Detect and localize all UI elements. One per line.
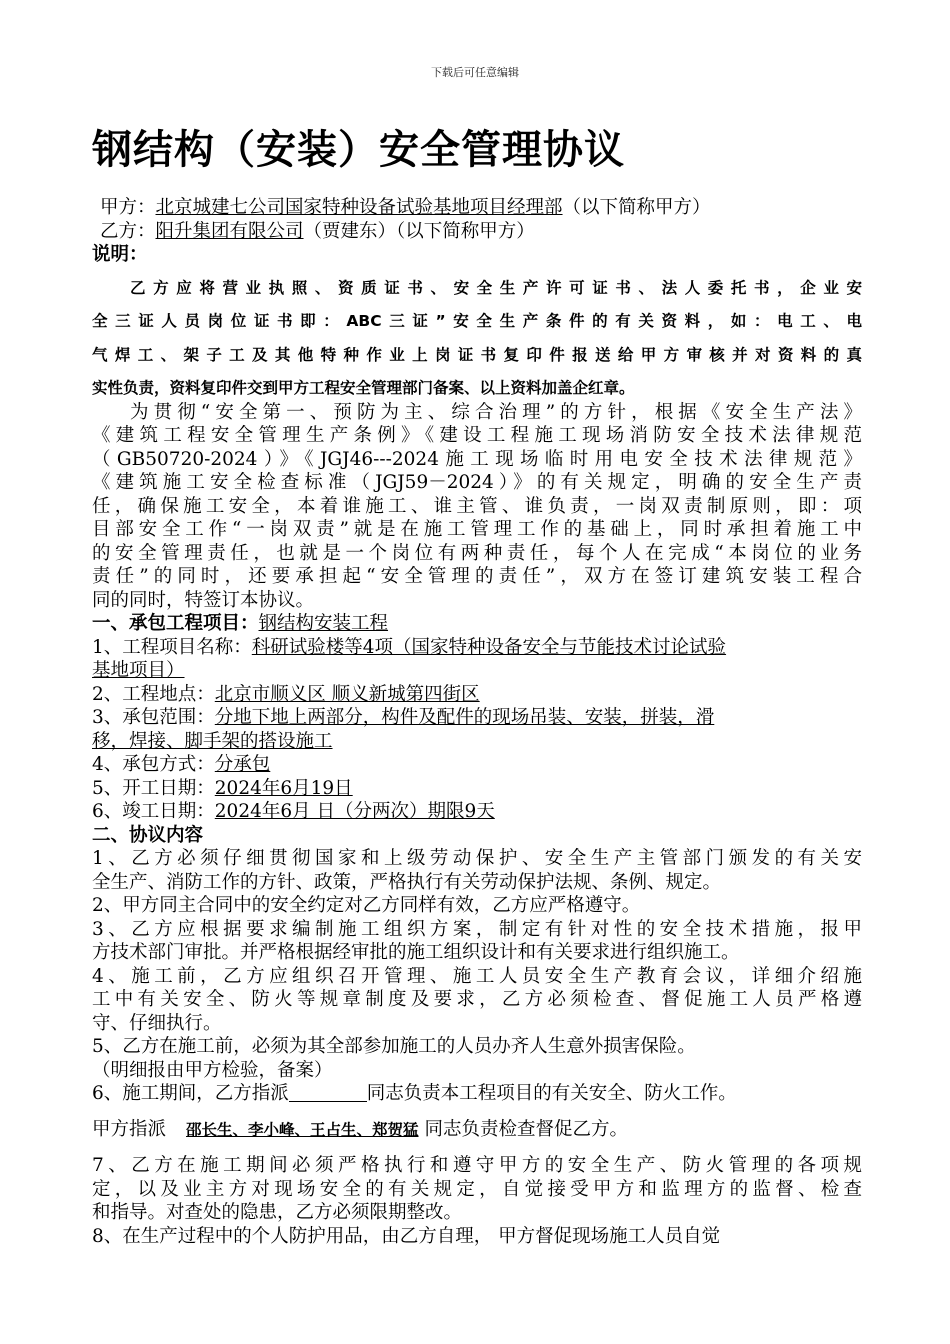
party-a-label: 甲方： [100,197,156,218]
item6-label: 6、竣工日期： [92,801,215,822]
item3-value: 分地下地上两部分，构件及配件的现场吊装、安装，拼装，滑 [214,707,715,728]
blank-field [289,1083,367,1102]
item2-value: 北京市顺义区 顺义新城第四街区 [214,683,480,705]
item3-label: 3、承包范围： [92,707,215,728]
note-line: 全三证人员岗位证书即：ABC三证”安全生产条件的有关资料，如：电工、电 [92,312,862,330]
clause-2: 2、甲方同主合同中的安全约定对乙方同样有效，乙方应严格遵守。 [92,895,641,916]
item1-line [92,636,862,660]
intro-line: 任，确保施工安全，本着谁施工、谁主管、谁负责，一岗双责制原则，即：项 [92,495,862,517]
item3-value-cont: 移，焊接、脚手架的搭设施工 [92,730,333,752]
party-b-label: 乙方： [100,220,156,242]
item4-value: 分承包 [214,754,271,775]
clause-6 [92,1082,862,1106]
note-heading: 说明： [92,244,148,265]
section1-heading-line [92,612,862,636]
party-a-line [92,196,862,220]
item6-value: 2024年6月 日（分两次）期限9天 [214,801,495,822]
clause-7-cont: 定，以及业主方对现场安全的有关规定，自觉接受甲方和监理方的监督、检查 [92,1178,862,1200]
item3-line-2 [92,730,862,754]
intro-line: 同的同时，特签订本协议。 [92,589,315,611]
clause-6b-names: 邵长生、李小峰、王占生、郑贺猛 [186,1120,419,1139]
intro-line: （GB50720-2024）》《JGJ46---2024施工现场临时用电安全技术法律规范》 [92,448,862,470]
party-b-line [92,220,862,244]
clause-6b-after: 同志负责检查督促乙方。 [424,1118,629,1140]
clause-1: 1、乙方必须仔细贯彻国家和上级劳动保护、安全生产主管部门颁发的有关安 [92,848,862,869]
party-b-suffix: （贾建东）（以下简称甲方） [303,220,535,242]
intro-line: 为贯彻“安全第一、预防为主、综合治理”的方针，根据《安全生产法》 [130,401,862,423]
intro-line: 的安全管理责任，也就是一个岗位有两种责任，每个人在完成“本岗位的业务 [92,542,862,564]
item1-line-2 [92,659,862,683]
clause-8: 8、在生产过程中的个人防护用品，由乙方自理， 甲方督促现场施工人员自觉 [92,1225,721,1247]
document-body [92,196,862,1248]
item1-value: 科研试验楼等4项（国家特种设备安全与节能技术讨论试验 [251,636,727,658]
section1-heading: 一、承包工程项目： [92,613,259,634]
intro-line: 《建筑工程安全管理生产条例》《建设工程施工现场消防安全技术法律规范 [92,425,862,446]
item6-line [92,800,862,824]
item4-label: 4、承包方式： [92,754,215,775]
item5-value: 2024年6月19日 [214,777,353,799]
clause-4-cont: 守、仔细执行。 [92,1012,222,1034]
item1-label: 1、工程项目名称： [92,636,252,658]
section1-heading-value: 钢结构安装工程 [258,613,389,634]
note-line: 乙方应将营业执照、资质证书、安全生产许可证书、法人委托书，企业安 [130,278,862,297]
clause-5-cont: （明细报由甲方检验，备案） [92,1059,333,1081]
note-line: 气焊工、架子工及其他特种作业上岗证书复印件报送给甲方审核并对资料的真 [92,345,862,364]
clause-4-cont: 工中有关安全、防火等规章制度及要求，乙方必须检查、督促施工人员严格遵 [92,989,862,1010]
item1-value-cont: 基地项目） [92,660,185,681]
clause-7-cont: 和指导。对查处的隐患，乙方必须限期整改。 [92,1202,463,1223]
document-title: 钢结构（安装）安全管理协议 [92,127,625,173]
clause-3: 3、乙方应根据要求编制施工组织方案，制定有针对性的安全技术措施，报甲 [92,918,862,940]
party-a-suffix: （以下简称甲方） [562,197,711,218]
item5-label: 5、开工日期： [92,777,215,799]
clause-3-cont: 方技术部门审批。并严格根据经审批的施工组织设计和有关要求进行组织施工。 [92,942,740,963]
clause-4: 4、施工前，乙方应组织召开管理、施工人员安全生产教育会议，详细介绍施 [92,965,862,987]
item3-line [92,706,862,730]
clause-1-cont: 全生产、消防工作的方针、政策，严格执行有关劳动保护法规、条例、规定。 [92,871,722,893]
clause-5: 5、乙方在施工前，必须为其全部参加施工的人员办齐人生意外损害保险。 [92,1036,696,1057]
clause-6-before: 6、施工期间，乙方指派 [92,1083,289,1104]
item5-line [92,777,862,801]
clause-6b-before: 甲方指派 [92,1118,167,1140]
intro-line: 目部安全工作“一岗双责”就是在施工管理工作的基础上，同时承担着施工中 [92,519,862,540]
party-b-name: 阳升集团有限公司 [155,220,304,242]
intro-line: 责任”的同时，还要承担起“安全管理的责任”，双方在签订建筑安装工程合 [92,566,862,587]
section2-heading: 二、协议内容 [92,824,204,846]
note-line: 实性负责，资料复印件交到甲方工程安全管理部门备案、以上资料加盖企红章。 [92,379,635,397]
clause-6-after: 同志负责本工程项目的有关安全、防火工作。 [366,1083,737,1104]
intro-line: 《建筑施工安全检查标准（JGJ59－2024）》的有关规定，明确的安全生产责 [92,472,862,493]
item2-label: 2、工程地点： [92,683,215,705]
clause-6b [92,1118,862,1143]
party-a-name: 北京城建七公司国家特种设备试验基地项目经理部 [155,197,563,218]
header-note: 下载后可任意编辑 [431,66,519,79]
item4-line [92,753,862,777]
clause-7: 7、乙方在施工期间必须严格执行和遵守甲方的安全生产、防火管理的各项规 [92,1155,862,1176]
item2-line [92,683,862,707]
